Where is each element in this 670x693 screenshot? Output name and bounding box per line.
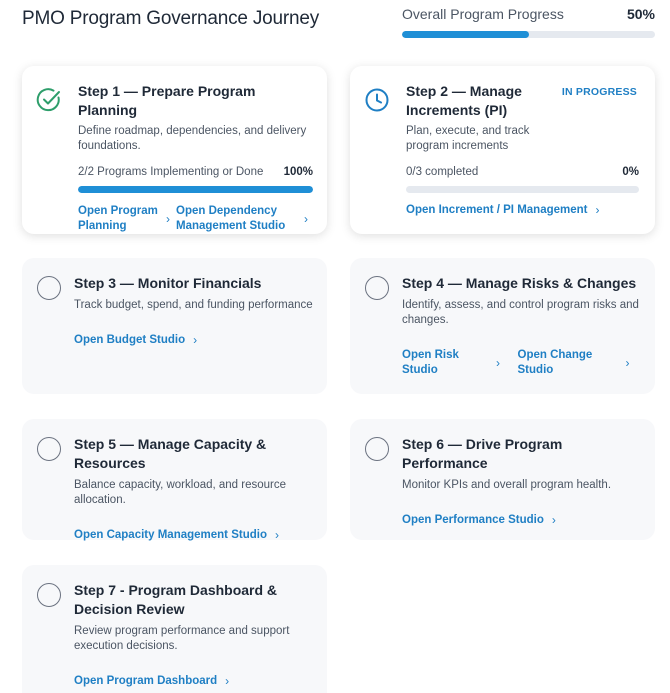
step-card-4 xyxy=(350,258,655,394)
step-progress-text: 2/2 Programs Implementing or Done xyxy=(78,166,264,178)
link-label: Open Change Studio xyxy=(517,349,593,376)
step-card-5 xyxy=(22,419,327,540)
chevron-right-icon: › xyxy=(595,203,600,217)
step-title: Step 2 — Manage Increments (PI) xyxy=(406,83,522,118)
link-label: Open Capacity Management Studio xyxy=(74,529,267,541)
step-title: Step 7 - Program Dashboard & Decision Review xyxy=(74,582,278,617)
open-increment-pi-management-link[interactable] xyxy=(406,203,599,218)
step-description: Track budget, spend, and funding performance xyxy=(74,299,313,311)
open-program-planning-link[interactable] xyxy=(78,204,176,234)
link-label: Open Budget Studio xyxy=(74,334,186,346)
step-progress-track xyxy=(406,186,639,193)
open-risk-studio-link[interactable] xyxy=(402,348,518,378)
chevron-right-icon: › xyxy=(274,528,279,542)
step-progress-percent: 0% xyxy=(622,166,639,178)
page-title: PMO Program Governance Journey xyxy=(22,8,320,29)
chevron-right-icon: › xyxy=(496,355,500,370)
empty-circle-icon xyxy=(37,583,61,607)
step-title: Step 6 — Drive Program Performance xyxy=(402,436,563,471)
step-description: Review program performance and support execution decisions. xyxy=(74,625,290,652)
empty-circle-icon xyxy=(37,437,61,461)
check-circle-icon xyxy=(36,87,62,113)
link-label: Open Increment / PI Management xyxy=(406,204,588,216)
open-change-studio-link[interactable] xyxy=(518,348,641,378)
link-label: Open Risk Studio xyxy=(402,349,459,376)
empty-circle-icon xyxy=(365,437,389,461)
status-badge: IN PROGRESS xyxy=(561,86,637,98)
chevron-right-icon: › xyxy=(551,513,556,527)
step-card-2 xyxy=(350,66,655,234)
step-progress-text: 0/3 completed xyxy=(406,166,479,178)
empty-circle-icon xyxy=(365,276,389,300)
chevron-right-icon: › xyxy=(166,211,170,226)
step-description: Monitor KPIs and overall program health. xyxy=(402,479,612,491)
chevron-right-icon: › xyxy=(304,211,308,226)
chevron-right-icon: › xyxy=(225,674,230,688)
step-description: Define roadmap, dependencies, and delivery foundations. xyxy=(78,125,307,152)
chevron-right-icon: › xyxy=(625,355,630,370)
overall-progress-fill xyxy=(402,31,529,38)
step-description: Balance capacity, workload, and resource allocation. xyxy=(74,479,287,506)
chevron-right-icon: › xyxy=(193,333,198,347)
overall-progress-track xyxy=(402,31,655,38)
link-label: Open Program Planning xyxy=(78,205,158,232)
step-progress-track xyxy=(78,186,313,193)
step-title: Step 3 — Monitor Financials xyxy=(74,275,262,291)
open-budget-studio-link[interactable] xyxy=(74,333,197,348)
step-title: Step 4 — Manage Risks & Changes xyxy=(402,275,637,291)
step-progress-fill xyxy=(78,186,313,193)
link-label: Open Performance Studio xyxy=(402,514,544,526)
clock-icon xyxy=(364,87,390,113)
overall-progress xyxy=(402,6,655,38)
link-label: Open Program Dashboard xyxy=(74,675,218,687)
step-card-7 xyxy=(22,565,327,693)
step-card-6 xyxy=(350,419,655,540)
overall-progress-percent: 50% xyxy=(626,6,655,22)
link-label: Open Dependency Management Studio xyxy=(176,205,286,232)
open-program-dashboard-link[interactable] xyxy=(74,674,229,689)
open-performance-studio-link[interactable] xyxy=(402,513,556,528)
step-card-1 xyxy=(22,66,327,234)
open-dependency-management-link[interactable] xyxy=(176,204,312,234)
step-progress-percent: 100% xyxy=(283,166,313,178)
step-title: Step 5 — Manage Capacity & Resources xyxy=(74,436,267,471)
step-description: Identify, assess, and control program risks and changes. xyxy=(402,299,639,326)
step-title: Step 1 — Prepare Program Planning xyxy=(78,83,256,118)
open-capacity-management-link[interactable] xyxy=(74,528,279,543)
empty-circle-icon xyxy=(37,276,61,300)
step-card-3 xyxy=(22,258,327,394)
step-description: Plan, execute, and track program increments xyxy=(406,125,530,152)
overall-progress-label: Overall Program Progress xyxy=(402,6,564,22)
